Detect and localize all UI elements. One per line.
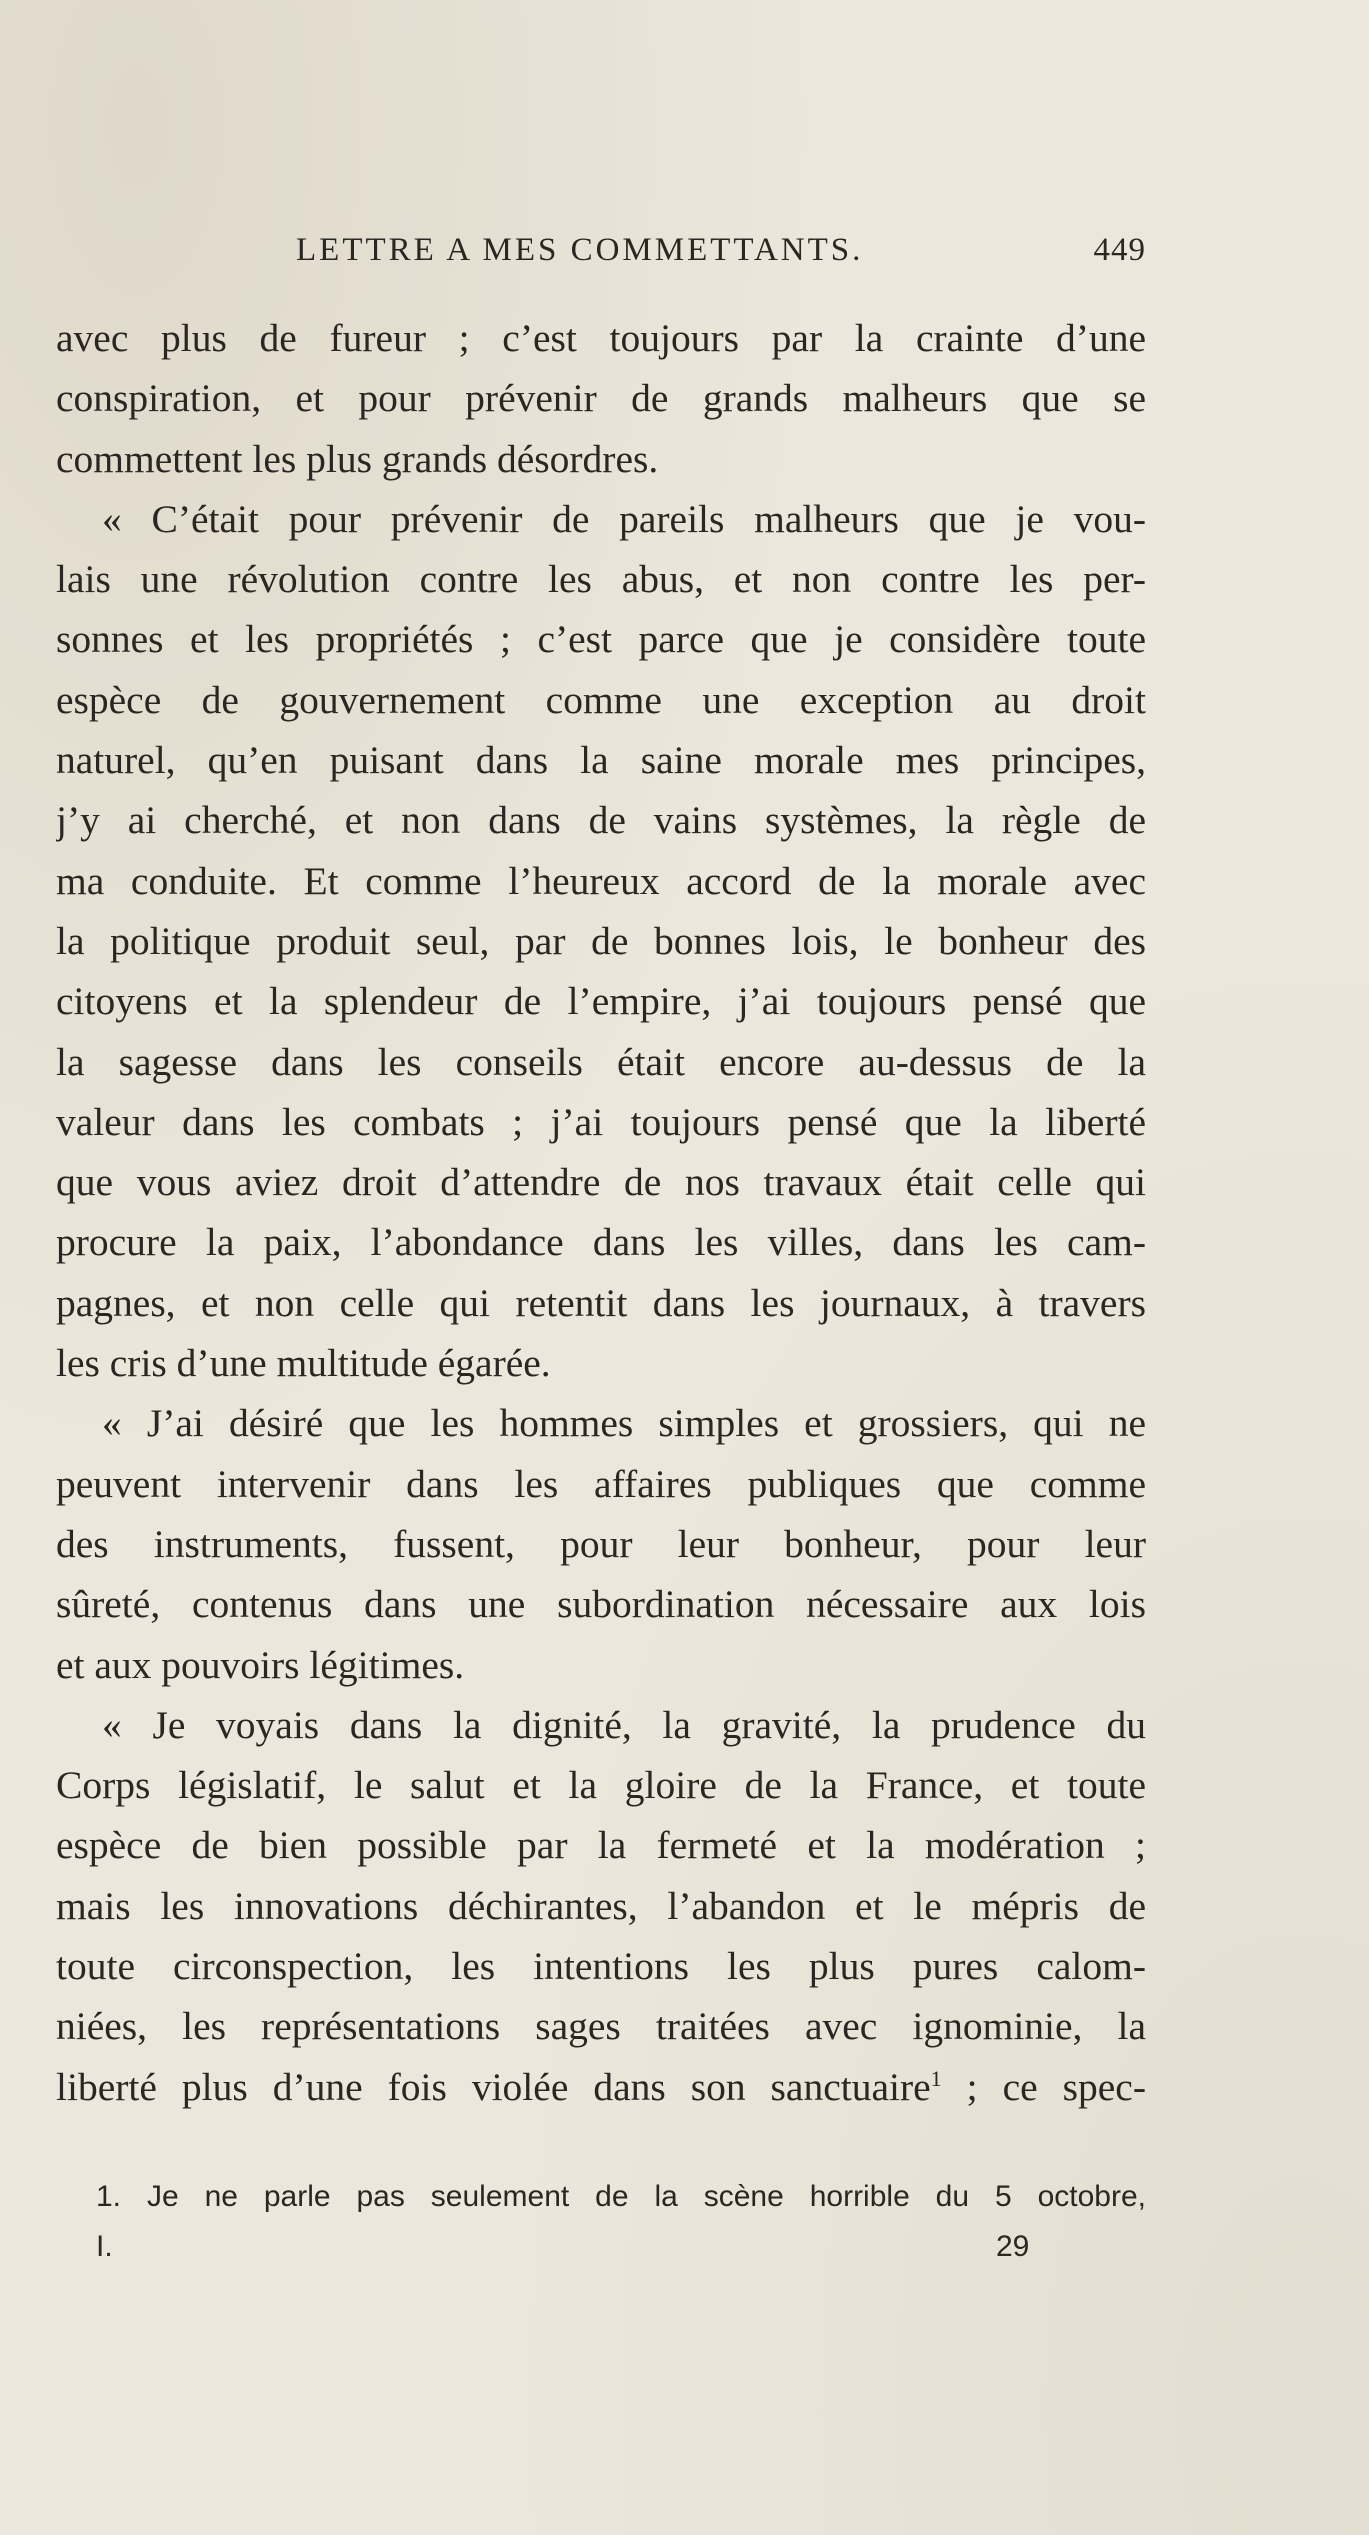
- text-line: que vous aviez droit d’attendre de nos travaux était celle qui: [56, 1160, 1146, 1205]
- text-line: sûreté, contenus dans une subordination nécessaire aux lois: [56, 1582, 1146, 1627]
- body-text: [56, 308, 1146, 2117]
- text-line: valeur dans les combats ; j’ai toujours pensé que la liberté: [56, 1099, 1146, 1144]
- text-line: niées, les représentations sages traitées avec ignominie, la: [56, 2004, 1146, 2049]
- text-line: ma conduite. Et comme l’heureux accord de la morale avec: [56, 858, 1146, 903]
- text-line: des instruments, fussent, pour leur bonheur, pour leur: [56, 1521, 1146, 1566]
- text-line: « Je voyais dans la dignité, la gravité, la prudence du: [102, 1702, 1146, 1747]
- text-line: Corps législatif, le salut et la gloire de la France, et toute: [56, 1763, 1146, 1808]
- running-header: [56, 232, 1146, 282]
- text-line: toute circonspection, les intentions les plus pures calom-: [56, 1944, 1146, 1989]
- page-number: 449: [1093, 232, 1146, 268]
- text-line: mais les innovations déchirantes, l’abandon et le mépris de: [56, 1883, 1146, 1928]
- text-line: naturel, qu’en puisant dans la saine morale mes principes,: [56, 738, 1146, 783]
- running-title: LETTRE A MES COMMETTANTS.: [296, 232, 864, 268]
- volume-mark: I.: [96, 2230, 113, 2263]
- footnote-reference: 1: [930, 2065, 942, 2091]
- text-line: la sagesse dans les conseils était encore au-dessus de la: [56, 1039, 1146, 1084]
- text-line: « C’était pour prévenir de pareils malheurs que je vou-: [102, 496, 1146, 541]
- text-line: sonnes et les propriétés ; c’est parce que je considère toute: [56, 617, 1146, 662]
- text-line: pagnes, et non celle qui retentit dans les journaux, à travers: [56, 1280, 1146, 1325]
- text-line: « J’ai désiré que les hommes simples et grossiers, qui ne: [102, 1401, 1146, 1446]
- footnote: 1. Je ne parle pas seulement de la scène horrible du 5 octobre,: [96, 2180, 1146, 2213]
- text-line: les cris d’une multitude égarée.: [56, 1341, 551, 1386]
- text-line: peuvent intervenir dans les affaires publiques que comme: [56, 1461, 1146, 1506]
- text-line: la politique produit seul, par de bonnes lois, le bonheur des: [56, 918, 1146, 963]
- printer-signature: [96, 2222, 1046, 2272]
- text-line: procure la paix, l’abondance dans les villes, dans les cam-: [56, 1220, 1146, 1265]
- text-line: commettent les plus grands désordres.: [56, 436, 659, 481]
- text-line: citoyens et la splendeur de l’empire, j’ai toujours pensé que: [56, 979, 1146, 1024]
- text-line: conspiration, et pour prévenir de grands malheurs que se: [56, 376, 1146, 421]
- text-line-final: [56, 2057, 1146, 2117]
- text-line: j’y ai cherché, et non dans de vains systèmes, la règle de: [56, 798, 1146, 843]
- text-line: et aux pouvoirs légitimes.: [56, 1642, 465, 1687]
- text-line: avec plus de fureur ; c’est toujours par la crainte d’une: [56, 316, 1146, 360]
- final-line-end: ; ce spec-: [941, 2064, 1146, 2109]
- text-line: espèce de gouvernement comme une exception au droit: [56, 677, 1146, 722]
- text-line: espèce de bien possible par la fermeté et la modération ;: [56, 1823, 1146, 1868]
- sheet-signature: 29: [996, 2230, 1030, 2263]
- text-line: lais une révolution contre les abus, et non contre les per-: [56, 557, 1146, 602]
- final-line-start: liberté plus d’une fois violée dans son sanctuaire: [56, 2064, 931, 2109]
- text-lines: [56, 308, 1146, 2057]
